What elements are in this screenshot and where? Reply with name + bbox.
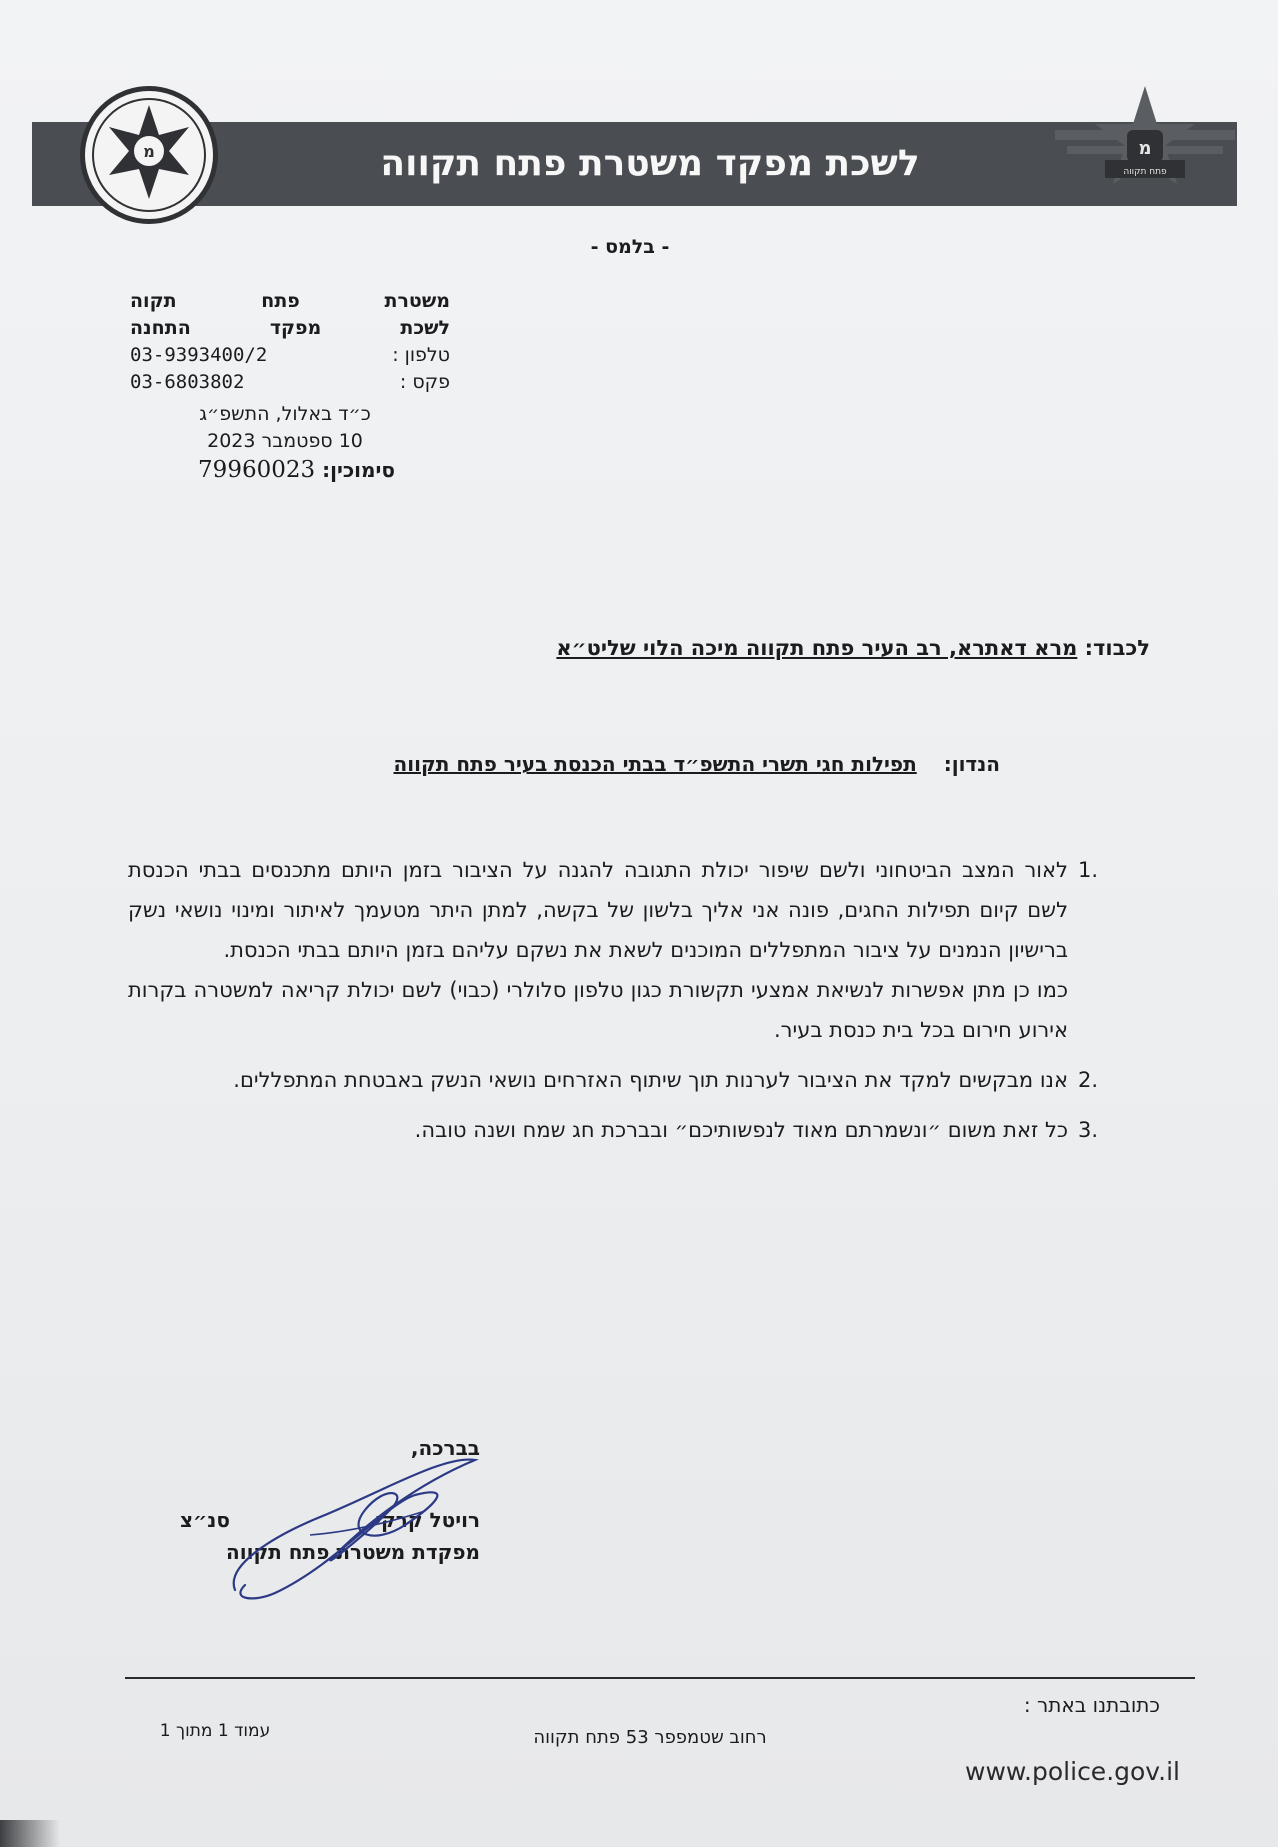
website-label: כתובתנו באתר : (1023, 1693, 1160, 1717)
svg-text:מ: מ (1138, 138, 1152, 159)
page-number: עמוד 1 מתוך 1 (159, 1721, 271, 1741)
item-number: 2. (1078, 1068, 1099, 1092)
closing-greeting: בברכה, (410, 1436, 480, 1460)
recipient-line (480, 636, 1150, 660)
item-paragraph: לאור המצב הביטחוני ולשם שיפור יכולת התגובה להגנה על הציבור בזמן היותם מתכנסים בבתי הכנסת לשם קיום תפילות החגים, פונה אני אליך בלשון של בקשה, למתן היתר מטעמך לאיתור ומינוי נושאי נשק ברישיון הנמנים על ציבור המתפללים המוכנים לשאת את נשקם עליהם בזמן היותם בבתי הכנסת. (128, 858, 1068, 962)
sender-word: משטרת (384, 290, 450, 312)
sender-word: פתח (261, 290, 300, 312)
subject-text: תפילות חגי תשרי התשפ״ד בבתי הכנסת בעיר פתח תקווה (393, 752, 917, 776)
phone-number: 03-9393400/2 (130, 344, 268, 366)
police-star-logo-icon (1045, 80, 1245, 210)
police-seal-icon (80, 86, 218, 224)
reference-number: 79960023 (198, 457, 316, 483)
signer-title: מפקדת משטרת פתח תקווה (225, 1540, 480, 1564)
hebrew-date: כ״ד באלול, התשפ״ג (199, 403, 371, 425)
recipient-label: לכבוד: (1084, 636, 1150, 660)
handwritten-signature-icon (215, 1415, 495, 1615)
footer-address: רחוב שטמפפר 53 פתח תקווה (533, 1727, 767, 1748)
sender-word: תקוה (130, 290, 177, 312)
sender-line-1 (130, 288, 450, 315)
item-paragraph: כמו כן מתן אפשרות לנשיאת אמצעי תקשורת כגון טלפון סלולרי (כבוי) לשם יכולת קריאה למשטרה בקרות אירוע חירום בכל בית כנסת בעיר. (128, 978, 1068, 1042)
item-number: 3. (1078, 1118, 1099, 1142)
sender-block (130, 288, 450, 396)
sender-word: התחנה (130, 317, 191, 339)
list-item (128, 1060, 1118, 1100)
letter-body (128, 850, 1118, 1160)
website-url: www.police.gov.il (965, 1757, 1180, 1786)
svg-text:מ: מ (143, 142, 155, 161)
fax-row (130, 369, 450, 396)
classification-label: - בלמס - (590, 236, 670, 258)
sender-line-2 (130, 315, 450, 342)
item-paragraph: כל זאת משום ״ונשמרתם מאוד לנפשותיכם״ ובברכת חג שמח ושנה טובה. (414, 1118, 1068, 1142)
phone-row (130, 342, 450, 369)
reference-label: סימוכין: (322, 458, 395, 482)
list-item (128, 1110, 1118, 1150)
list-item (128, 850, 1118, 1050)
photo-edge-shadow (0, 1820, 60, 1847)
recipient-name: מרא דאתרא, רב העיר פתח תקווה מיכה הלוי שליט״א (556, 636, 1078, 660)
subject-line (290, 752, 1000, 776)
signer-name: רויטל קרקי (375, 1508, 480, 1532)
header-title: לשכת מפקד משטרת פתח תקווה (380, 143, 920, 184)
item-number: 1. (1078, 858, 1099, 882)
phone-label: טלפון : (392, 344, 450, 366)
sender-word: מפקד (269, 317, 322, 339)
logo-city-text: פתח תקווה (1123, 167, 1167, 177)
reference-line (180, 457, 395, 483)
footer-divider (125, 1677, 1195, 1679)
date-block (180, 401, 390, 455)
item-paragraph: אנו מבקשים למקד את הציבור לערנות תוך שיתוף האזרחים נושאי הנשק באבטחת המתפללים. (233, 1068, 1068, 1092)
subject-label: הנדון: (943, 752, 1000, 776)
signer-rank: סנ״צ (180, 1508, 230, 1532)
fax-label: פקס : (399, 371, 450, 393)
fax-number: 03-6803802 (130, 371, 245, 393)
sender-word: לשכת (400, 317, 450, 339)
gregorian-date: 10 ספטמבר 2023 (207, 430, 363, 452)
